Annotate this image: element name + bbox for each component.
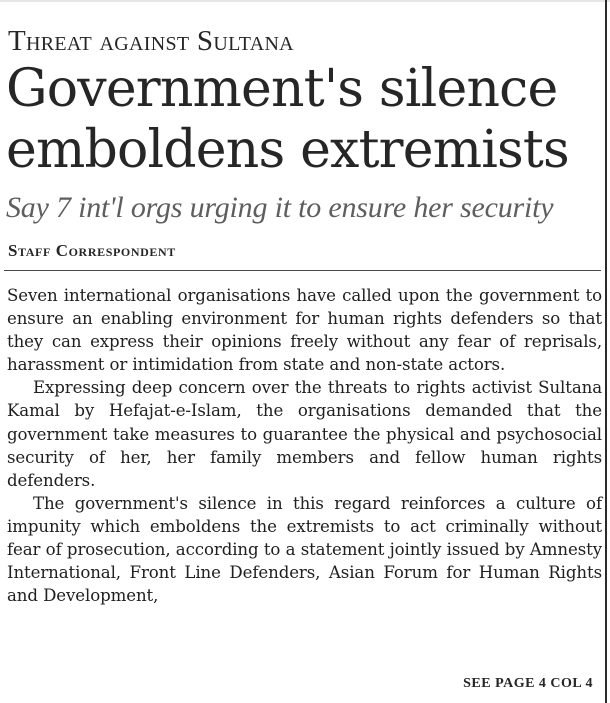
deck-subheadline: Say 7 int'l orgs urging it to ensure her security: [6, 191, 554, 224]
article-paragraph: The government's silence in this regard reinforces a culture of impunity which emboldens the extremists to act criminally without fear of prosecution, according to a statement jointly issued by Amnesty International, Front Line Defenders, Asian Forum for Human Rights and Development,: [7, 493, 602, 606]
article-paragraph: Expressing deep concern over the threats to rights activist Sultana Kamal by Hefajat-e-Islam, the organisations demanded that the government take measures to guarantee the physical and psychosocial security of her, her family members and fellow human rights defenders.: [7, 378, 602, 490]
byline: Staff Correspondent: [8, 241, 176, 260]
top-rule: [0, 0, 610, 2]
headline: [6, 59, 606, 181]
byline-divider: [4, 270, 601, 271]
continuation-jump-line: SEE PAGE 4 COL 4: [463, 676, 593, 691]
article-paragraph: Seven international organisations have called upon the government to ensure an enabling environment for human rights defenders so that they can express their opinions freely without any fear of reprisals, harassment or intimidation from state and non-state actors.: [7, 286, 602, 375]
article-body: [7, 284, 602, 607]
headline-line: emboldens extremists: [6, 120, 569, 180]
kicker: Threat against Sultana: [8, 25, 294, 57]
headline-line: Government's silence: [6, 59, 558, 119]
